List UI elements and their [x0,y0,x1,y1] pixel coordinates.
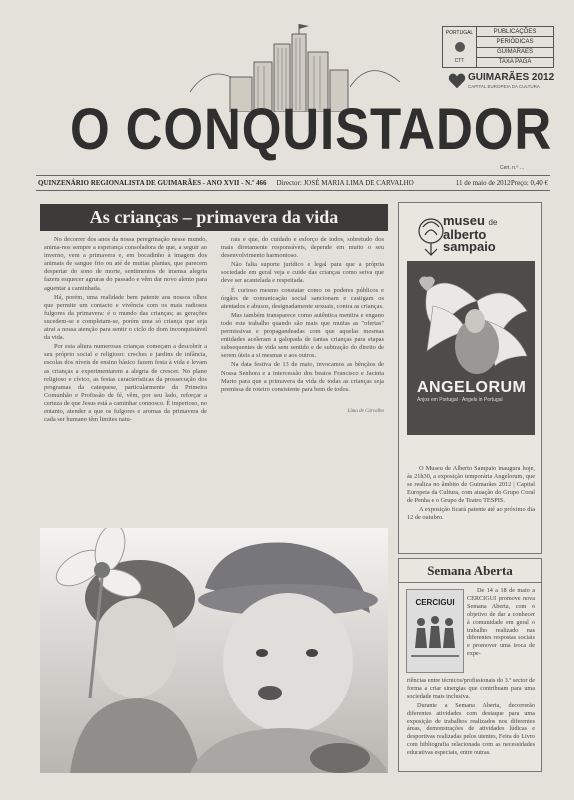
semana-aberta-box [398,558,542,772]
semana-paragraph: De 14 a 18 de maio a CERCIGUI promove nova Semana Aberta, com o objetivo de dar a conhecer à comunidade em geral o trabalho realizado nas diferentes respostas sociais e promover uma troca de expe- [467,587,535,658]
publication-name: QUINZENÁRIO REGIONALISTA DE GUIMARÃES - ANO XVII - N.º 466 [38,179,267,187]
stamp-line-1: PUBLICAÇÕES [477,27,553,37]
article-column-2 [221,236,384,526]
semana-paragraph: Durante a Semana Aberta, decorrerão diferentes atividades com destaque para uma exposição de trabalhos realizados nos diferentes áreas, demonstrações de atividades lúdicas e desportivas realizadas pelos utentes, Feira do Livro com bibliografia relacionada com as necessidades educativas especiais, entre outras. [407,701,535,757]
article-paragraph: Não falta suporte jurídico e legal para que a própria sociedade em geral veja e cuide das crianças como seiva que deve ser acautelada e respeitada. [221,261,384,285]
heart-icon [448,72,466,90]
article-paragraph: Por esta altura numerosas crianças começam a descobrir a seu próprio social e religioso: creches e jardins de infância, escolas dos níveis de ensino básico fazem festa à vida e levam as crianças a experimentarem a alegria de crescer. No plano religioso e cívico, as festas características da prossecução dos programas da catequese, particularmente da Primeira Comunhão e Profissão de fé, vêm, por seu lado, reforçar a certeza de que Jesus está a caminhar connosco. É imperioso, no entanto, atender a que os fulgores e aromas da primavera de cada ser humano têm limites natu- [44,343,207,424]
stamp-country: PORTUGAL [445,30,474,36]
article-paragraph: Mas também transparece como autêntica mentira e engano todo este trabalho quando são mais que muitas as "ofertas" permissivas e propagandeadas com que aquelas mesmas entidades aceleram a galopada de tantas crianças para etapas subsequentes de vida sem sentido e de subtração do direito de serem úteis a si mesmas e aos outros. [221,311,384,360]
poster-subtitle: Anjos em Portugal · Angels in Portugal [417,397,503,403]
stamp-line-4: TAXA PAGA [498,59,532,66]
article-paragraph: Há, porém, uma realidade bem patente aos nossos olhos que permite um contacto e vivência com os mais radiosos fulgores da primavera: é o mundo das crianças; as gerações sucedem-se e completam-se, porém uma só criança que seja atrai a nossa atenção para sentir o ciclo do dom inconquistável da vida. [44,293,207,342]
cercigui-logo-text: CERCIGUI [415,598,455,607]
issue-price: Preço: 0,40 € [510,179,548,187]
angelorum-poster [407,261,535,435]
museum-name-de: de [488,218,498,227]
children-photo [40,528,388,773]
museum-exhibition-box [398,202,542,554]
semana-aberta-heading: Semana Aberta [399,559,541,583]
semana-wrapped-text [407,587,535,677]
article-paragraph: rais e que, do cuidado e esforço de todos, sobretudo dos mais diretamente responsáveis, depende em muito o seu desenvolvimento harmonioso. [221,236,384,260]
semana-paragraph: riências entre técnicos/profissionais do 3.º sector de forma a criar sinergias que contribuam para uma sociedade mais inclusiva. [407,677,535,700]
guimaraes-2012-logo [448,70,558,94]
semana-aberta-text [407,587,535,758]
article-paragraph: No decorrer dos anos da nossa peregrinação nesse mundo, anima-nos sempre a esperança consoladora de que, a seguir ao inverno, vem a primavera e, em bocadinho à imagem dos animais de sangue frio ou até de muitas plantas, que parecem despertar do sono de morte, sentimentos de imensa alegria fazem esquecer agruras do passado e vêm dar novo alento para aguentar a caminhada. [44,236,207,292]
museum-name-line2: alberto [443,227,487,242]
publication-info-line [36,175,550,191]
main-article-body [44,236,384,526]
article-column-1 [44,236,207,526]
issue-date: 11 de maio de 2012 [455,179,511,187]
angel-wings-illustration [407,261,535,435]
article-paragraph: É curioso mesmo constatar como os poderes públicos e órgãos de comunicação social sancionam e castigam os atentados e abusos, designadamente sexuais, contra as crianças. [221,286,384,310]
museum-name-line3: sampaio [443,239,496,254]
postal-stamp [442,26,554,68]
ctt-rider-icon [453,41,467,53]
stamp-line-2: PERIÓDICAS [477,37,553,47]
newspaper-title: O CONQUISTADOR [70,97,553,162]
stamp-line-3: GUIMARÃES [477,48,553,58]
museum-name-line1: museu [443,213,485,228]
stamp-ctt: CTT [454,58,465,64]
article-paragraph: Na data festiva de 13 de maio, invocamos as bênçãos de Nossa Senhora e a intercessão dos beatos Francisco e Jacinta Marto para que a primavera da vida de todas as crianças seja premissa de roteiro consistente para bem de todos. [221,361,384,393]
guimaraes-logo-name: GUIMARÃES 2012 [468,72,555,83]
guimaraes-logo-subtitle: CAPITAL EUROPEIA DA CULTURA [468,84,540,89]
director-name: Director: JOSÉ MARIA LIMA DE CARVALHO [276,179,414,187]
main-article-headline: As crianças – primavera da vida [40,204,388,231]
museum-paragraph: O Museu de Alberto Sampaio inaugura hoje, às 21h30, a exposição temporária Angelorum, que se realiza no âmbito de Guimarães 2012 | Capital Europeia da Cultura, com atuação do Grupo Coral de Penha e o Grupo de Teatro TESPIS. [407,465,535,504]
museum-article-text [407,465,535,523]
museum-paragraph: A exposição ficará patente até ao próximo dia 12 de outubro. [407,506,535,521]
poster-title: ANGELORUM [417,379,527,396]
museum-name [443,215,497,253]
registration-note: Cert. n.º … [500,165,525,171]
article-author-credit: Lima de Carvalho [347,408,384,414]
